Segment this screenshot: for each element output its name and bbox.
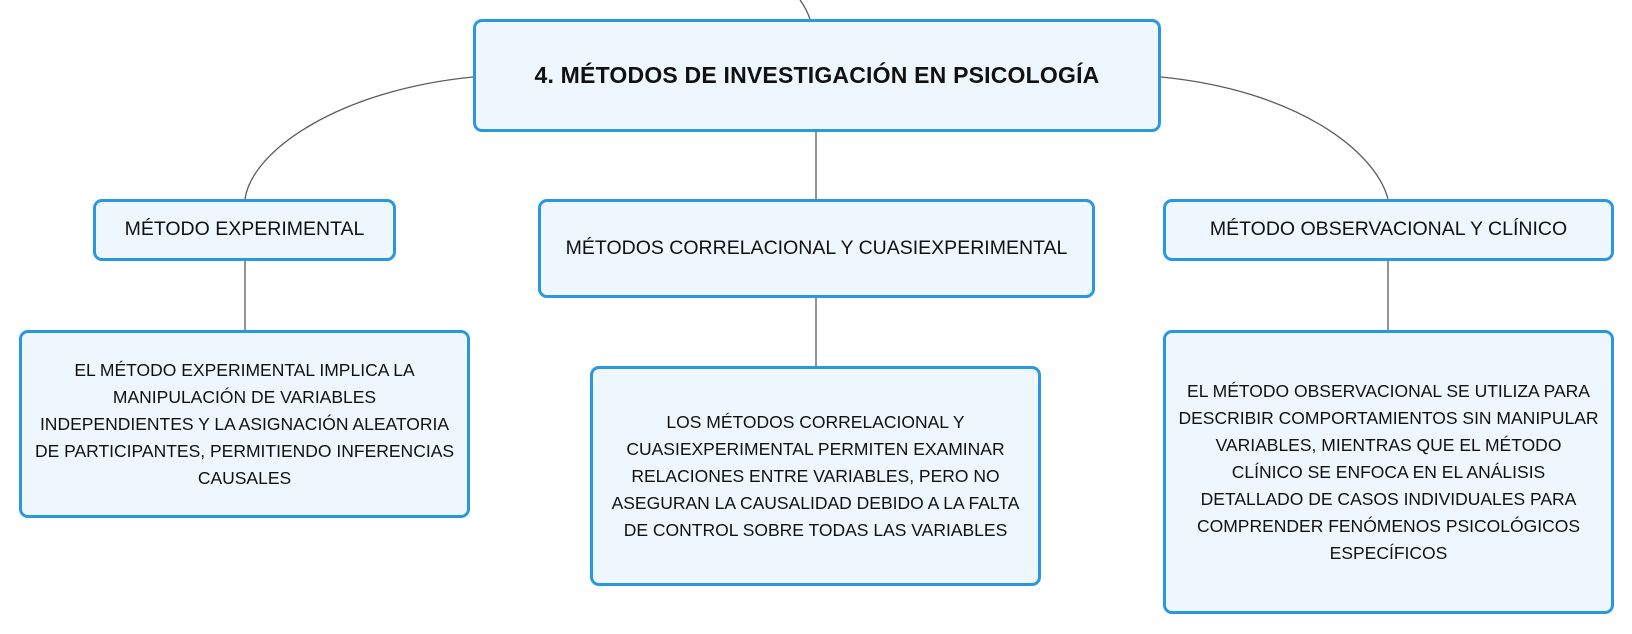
description-text-correlational: LOS MÉTODOS CORRELACIONAL Y CUASIEXPERIMENTAL PERMITEN EXAMINAR RELACIONES ENTRE VARIABLES, PERO NO ASEGURAN LA CAUSALIDAD DEBIDO A LA FALTA DE CONTROL SOBRE TODAS LAS VARIABLES bbox=[611, 411, 1020, 540]
description-text-observational: EL MÉTODO OBSERVACIONAL SE UTILIZA PARA DESCRIBIR COMPORTAMIENTOS SIN MANIPULAR VARIABLES, MIENTRAS QUE EL MÉTODO CLÍNICO SE ENFOCA EN EL ANÁLISIS DETALLADO DE CASOS INDIVIDUALES PARA COMPRENDER FENÓMENOS PSICOLÓGICOS ESPECÍFICOS bbox=[1178, 380, 1599, 563]
root-title-text: 4. MÉTODOS DE INVESTIGACIÓN EN PSICOLOGÍA bbox=[534, 62, 1100, 88]
branch-node-observational[interactable] bbox=[1163, 199, 1614, 261]
branch-label-observational: MÉTODO OBSERVACIONAL Y CLÍNICO bbox=[1209, 218, 1568, 241]
description-node-experimental[interactable] bbox=[19, 330, 470, 518]
connector-root-to-experimental bbox=[245, 77, 473, 199]
connector-root-to-observational bbox=[1161, 77, 1388, 199]
branch-label-experimental: MÉTODO EXPERIMENTAL bbox=[124, 218, 365, 241]
branch-label-correlational: MÉTODOS CORRELACIONAL Y CUASIEXPERIMENTAL bbox=[565, 236, 1068, 259]
description-node-correlational[interactable] bbox=[590, 366, 1041, 586]
description-text-experimental: EL MÉTODO EXPERIMENTAL IMPLICA LA MANIPULACIÓN DE VARIABLES INDEPENDIENTES Y LA ASIGNACIÓN ALEATORIA DE PARTICIPANTES, PERMITIENDO INFERENCIAS CAUSALES bbox=[34, 359, 455, 488]
connector-from-parent bbox=[800, 0, 810, 19]
branch-node-experimental[interactable] bbox=[93, 199, 396, 261]
description-node-observational[interactable] bbox=[1163, 330, 1614, 614]
root-node-title[interactable] bbox=[473, 19, 1161, 132]
branch-node-correlational[interactable] bbox=[538, 199, 1095, 298]
